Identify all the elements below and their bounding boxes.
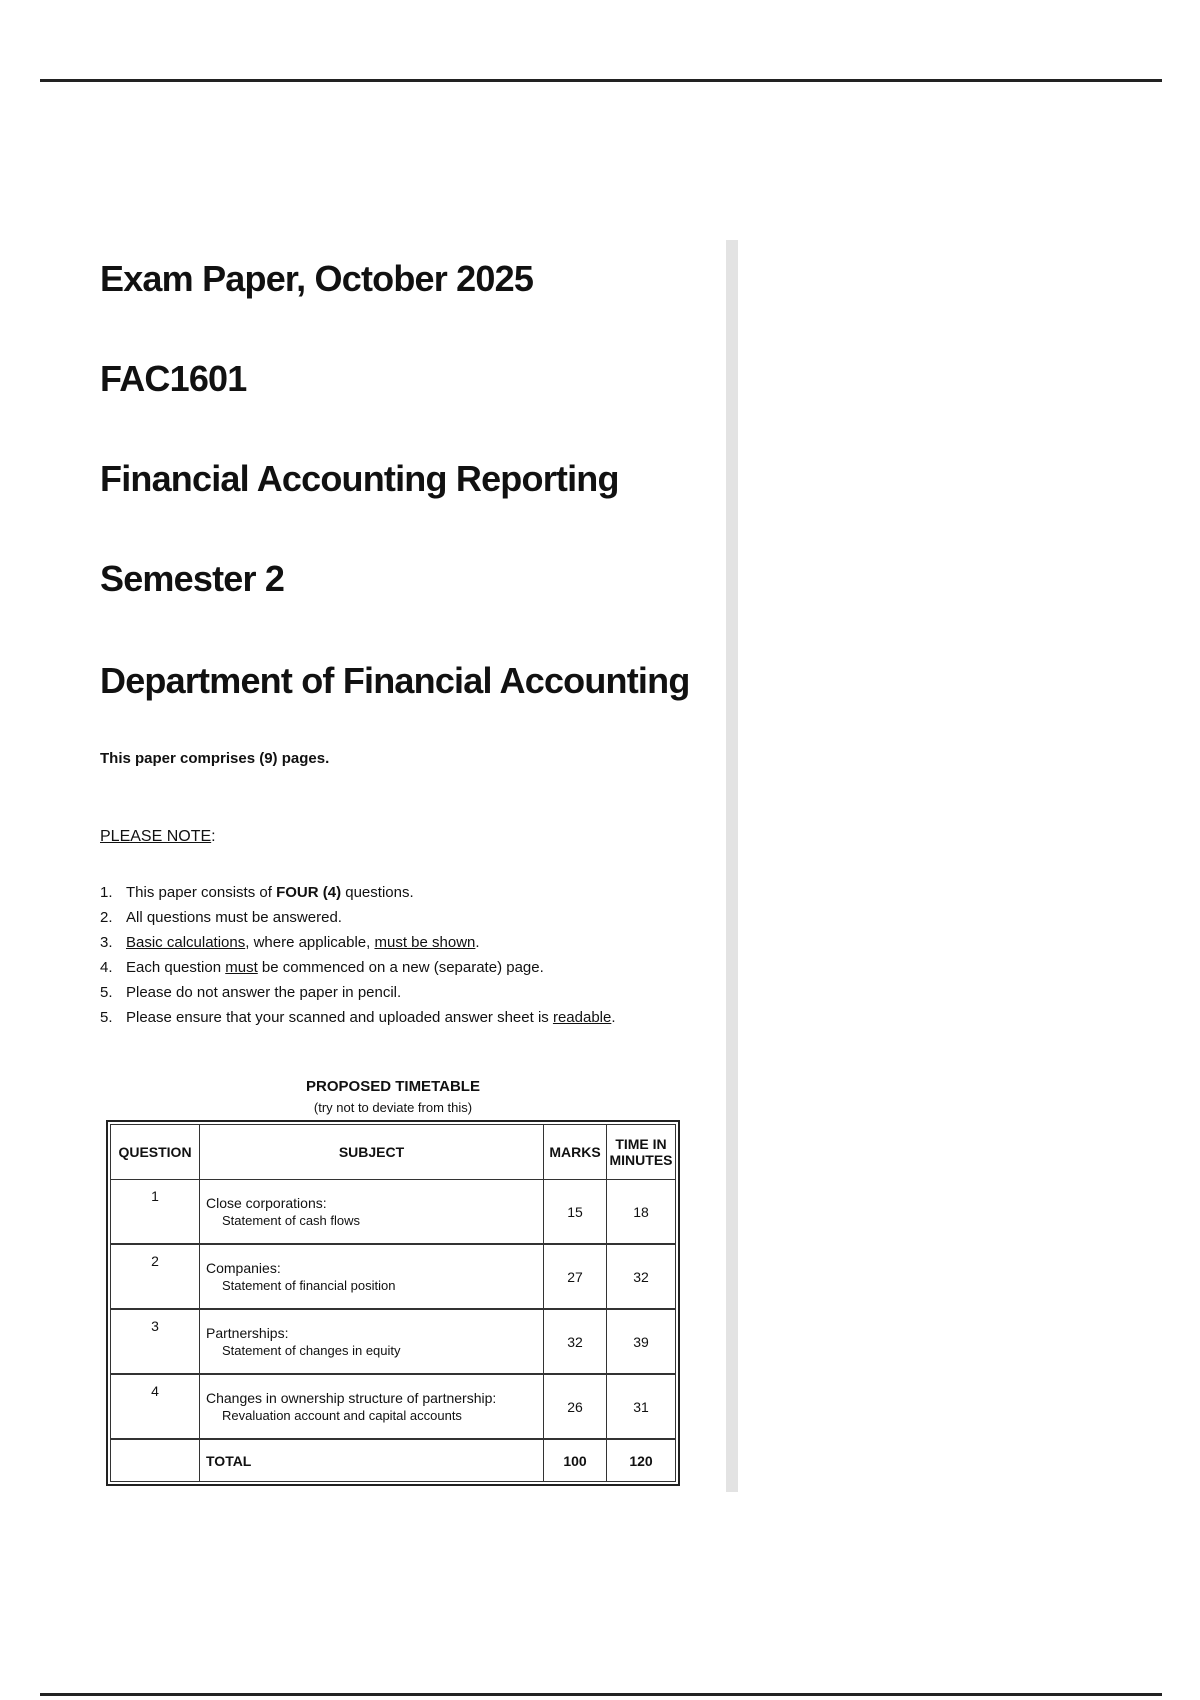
instruction-item: 1. This paper consists of FOUR (4) questions. — [100, 884, 414, 901]
time-cell: 18 — [607, 1180, 676, 1245]
subject-cell: Companies: Statement of financial position — [200, 1244, 544, 1309]
marks-cell: 32 — [544, 1309, 607, 1374]
total-blank-cell — [111, 1439, 200, 1482]
header-marks: MARKS — [544, 1125, 607, 1180]
total-row — [111, 1439, 676, 1482]
instructions-list — [100, 880, 616, 1030]
time-cell: 31 — [607, 1374, 676, 1439]
marks-cell: 15 — [544, 1180, 607, 1245]
subject-cell: Partnerships: Statement of changes in equity — [200, 1309, 544, 1374]
header-question: QUESTION — [111, 1125, 200, 1180]
subject-cell: Close corporations: Statement of cash flows — [200, 1180, 544, 1245]
instruction-item: 2. All questions must be answered. — [100, 909, 342, 926]
exam-title: Exam Paper, October 2025 — [100, 258, 534, 299]
table-row — [111, 1309, 676, 1374]
table-header-row — [111, 1125, 676, 1180]
right-margin-bar — [726, 240, 738, 1492]
header-subject: SUBJECT — [200, 1125, 544, 1180]
instruction-item: 5. Please do not answer the paper in pencil. — [100, 984, 402, 1001]
instruction-item: 4. Each question must be commenced on a new (separate) page. — [100, 959, 544, 976]
question-number: 3 — [111, 1309, 200, 1374]
instruction-item: 3. Basic calculations, where applicable, must be shown. — [100, 934, 480, 951]
table-row — [111, 1180, 676, 1245]
department: Department of Financial Accounting — [100, 660, 690, 701]
timetable-table — [110, 1124, 676, 1482]
top-rule — [40, 79, 1162, 82]
time-cell: 32 — [607, 1244, 676, 1309]
table-row — [111, 1244, 676, 1309]
semester: Semester 2 — [100, 558, 285, 599]
total-time: 120 — [607, 1439, 676, 1482]
table-row — [111, 1374, 676, 1439]
question-number: 2 — [111, 1244, 200, 1309]
bottom-rule — [40, 1693, 1162, 1696]
marks-cell: 27 — [544, 1244, 607, 1309]
subject-cell: Changes in ownership structure of partnership: Revaluation account and capital accounts — [200, 1374, 544, 1439]
please-note-colon: : — [211, 828, 216, 845]
timetable-frame — [106, 1120, 680, 1486]
timetable-title: PROPOSED TIMETABLE — [306, 1078, 480, 1095]
marks-cell: 26 — [544, 1374, 607, 1439]
header-time: TIME IN MINUTES — [607, 1125, 676, 1180]
pages-note: This paper comprises (9) pages. — [100, 750, 330, 767]
total-marks: 100 — [544, 1439, 607, 1482]
instruction-item: 5. Please ensure that your scanned and uploaded answer sheet is readable. — [100, 1009, 616, 1026]
course-name: Financial Accounting Reporting — [100, 458, 619, 499]
course-code: FAC1601 — [100, 358, 247, 399]
please-note-label: PLEASE NOTE — [100, 828, 212, 845]
timetable-subtitle: (try not to deviate from this) — [313, 1100, 473, 1115]
time-cell: 39 — [607, 1309, 676, 1374]
please-note-heading — [100, 828, 216, 846]
total-label: TOTAL — [200, 1439, 544, 1482]
question-number: 1 — [111, 1180, 200, 1245]
question-number: 4 — [111, 1374, 200, 1439]
